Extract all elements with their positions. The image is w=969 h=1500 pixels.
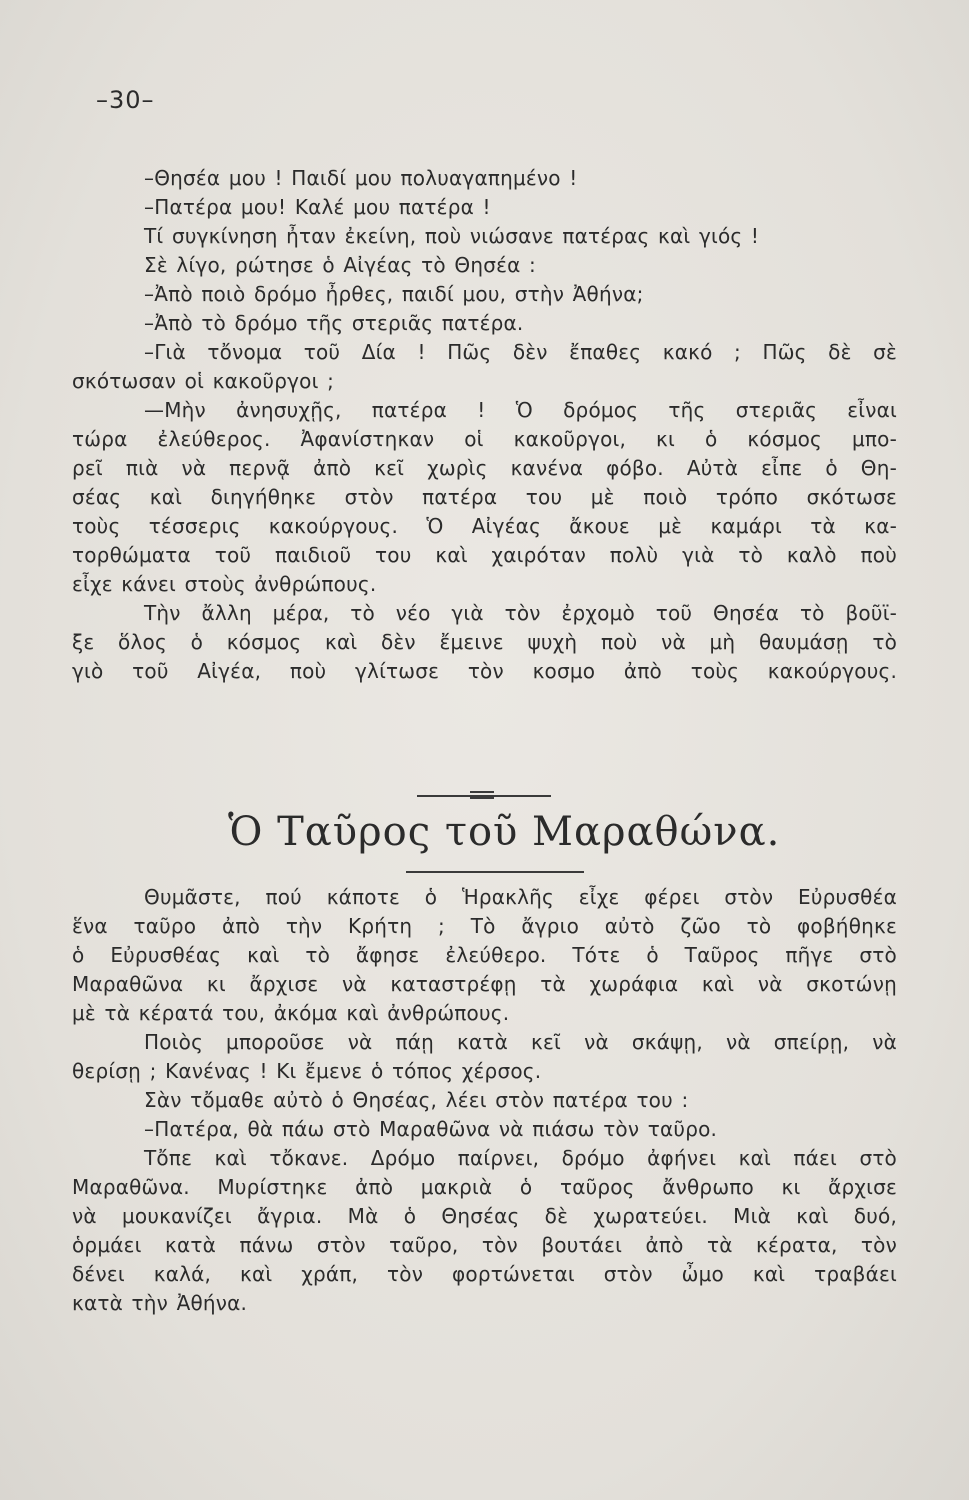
text-line: εἶχε κάνει στοὺς ἀνθρώπους. [72,572,377,596]
text-line: Ποιὸς μποροῦσε νὰ πάῃ κατὰ κεῖ νὰ σκάψῃ, νὰ σπείρῃ, νὰ [144,1030,897,1054]
text-line: τοὺς τέσσερις κακούργους. Ὁ Αἰγέας ἄκουε μὲ καμάρι τὰ κα- [72,514,897,538]
text-line: Σὰν τὄμαθε αὐτὸ ὁ Θησέας, λέει στὸν πατέρα του : [144,1088,689,1112]
page-number: –30– [96,86,155,114]
text-line: –Πατέρα μου! Καλέ μου πατέρα ! [144,195,491,219]
text-line: σέας καὶ διηγήθηκε στὸν πατέρα του μὲ ποιὸ τρόπο σκότωσε [72,485,897,509]
text-line: Τὄπε καὶ τὄκανε. Δρόμο παίρνει, δρόμο ἀφήνει καὶ πάει στὸ [144,1146,897,1170]
text-line: θερίσῃ ; Κανένας ! Κι ἔμενε ὁ τόπος χέρσος. [72,1059,542,1083]
text-line: –Ἀπὸ ποιὸ δρόμο ἦρθες, παιδί μου, στὴν Ἀθήνα; [144,282,644,306]
section-divider-ornament [470,791,494,799]
text-line: γιὸ τοῦ Αἰγέα, ποὺ γλίτωσε τὸν κοσμο ἀπὸ τοὺς κακούργους. [72,659,897,683]
text-line: δένει καλά, καὶ χράπ, τὸν φορτώνεται στὸν ὦμο καὶ τραβάει [72,1262,897,1286]
text-line: –Ἀπὸ τὸ δρόμο τῆς στεριᾶς πατέρα. [144,311,524,335]
text-line: Σὲ λίγο, ρώτησε ὁ Αἰγέας τὸ Θησέα : [144,253,536,277]
text-line: ρεῖ πιὰ νὰ περνᾷ ἀπὸ κεῖ χωρὶς κανένα φόβο. Αὐτὰ εἶπε ὁ Θη- [72,456,897,480]
text-line: Θυμᾶστε, πού κάποτε ὁ Ἡρακλῆς εἶχε φέρει στὸν Εὐρυσθέα [144,885,897,909]
section-divider-bottom [406,871,584,873]
text-line: –Γιὰ τὄνομα τοῦ Δία ! Πῶς δὲν ἔπαθες κακό ; Πῶς δὲ σὲ [144,340,897,364]
text-line: κατὰ τὴν Ἀθήνα. [72,1291,248,1315]
text-line: ξε ὅλος ὁ κόσμος καὶ δὲν ἔμεινε ψυχὴ ποὺ νὰ μὴ θαυμάσῃ τὸ [72,630,897,654]
text-line: Μαραθῶνα. Μυρίστηκε ἀπὸ μακριὰ ὁ ταῦρος ἄνθρωπο κι ἄρχισε [72,1175,897,1199]
text-line: –Θησέα μου ! Παιδί μου πολυαγαπημένο ! [144,166,578,190]
text-line: ὁρμάει κατὰ πάνω στὸν ταῦρο, τὸν βουτάει ἀπὸ τὰ κέρατα, τὸν [72,1233,897,1257]
text-line: Τὴν ἄλλη μέρα, τὸ νέο γιὰ τὸν ἐρχομὸ τοῦ Θησέα τὸ βοῦϊ- [144,601,897,625]
text-line: Μαραθῶνα κι ἄρχισε νὰ καταστρέφῃ τὰ χωράφια καὶ νὰ σκοτώνῃ [72,972,897,996]
text-line: —Μὴν ἀνησυχῇς, πατέρα ! Ὁ δρόμος τῆς στεριᾶς εἶναι [144,398,897,422]
text-line: τώρα ἐλεύθερος. Ἀφανίστηκαν οἱ κακοῦργοι, κι ὁ κόσμος μπο- [72,427,897,451]
text-line: σκότωσαν οἱ κακοῦργοι ; [72,369,335,393]
text-line: τορθώματα τοῦ παιδιοῦ του καὶ χαιρόταν πολὺ γιὰ τὸ καλὸ ποὺ [72,543,897,567]
text-line: ἕνα ταῦρο ἀπὸ τὴν Κρήτη ; Τὸ ἄγριο αὐτὸ ζῶο τὸ φοβήθηκε [72,914,897,938]
text-line: Τί συγκίνηση ἦταν ἐκείνη, ποὺ νιώσανε πατέρας καὶ γιός ! [144,224,760,248]
chapter-title: Ὁ Ταῦρος τοῦ Μαραθώνα. [228,809,781,855]
text-section-theseus-return [72,164,897,686]
text-line: –Πατέρα, θὰ πάω στὸ Μαραθῶνα νὰ πιάσω τὸν ταῦρο. [144,1117,718,1141]
text-line: νὰ μουκανίζει ἄγρια. Μὰ ὁ Θησέας δὲ χωρατεύει. Μιὰ καὶ δυό, [72,1204,897,1228]
text-section-marathon-bull [72,883,897,1318]
text-line: ὁ Εὐρυσθέας καὶ τὸ ἄφησε ἐλεύθερο. Τότε ὁ Ταῦρος πῆγε στὸ [72,943,897,967]
text-line: μὲ τὰ κέρατά του, ἀκόμα καὶ ἀνθρώπους. [72,1001,510,1025]
